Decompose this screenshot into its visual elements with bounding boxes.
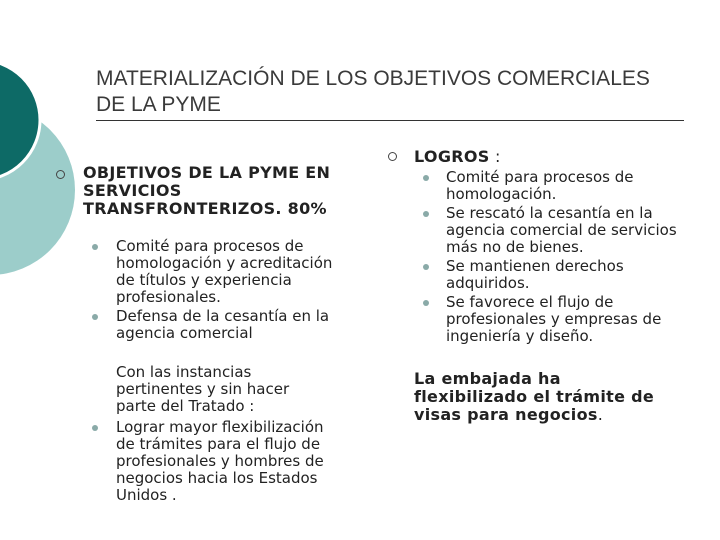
right-note-suffix: . [597,405,604,424]
right-item-3: Se mantienen derechos adquiridos. [446,257,624,292]
left-item-1-bullet-icon [92,244,98,250]
left-heading-bullet-icon [56,170,65,179]
left-item-3: Lograr mayor flexibilización de trámites para el flujo de profesionales y hombres de negocios hacia los Estados Unidos . [116,418,324,504]
right-item-3-bullet-icon [423,264,429,270]
left-item-2: Defensa de la cesantía en la agencia comercial [116,307,330,342]
left-item-2-bullet-icon [92,314,98,320]
left-item-1: Comité para procesos de homologación y acreditación de títulos y experiencia profesionales. [116,237,333,306]
right-item-2-bullet-icon [423,211,429,217]
right-item-4: Se favorece el flujo de profesionales y empresas de ingeniería y diseño. [446,293,662,345]
right-heading-text: LOGROS [414,147,490,166]
right-note-text: La embajada ha flexibilizado el trámite de visas para negocios [414,369,655,424]
right-heading-suffix: : [489,147,501,166]
right-note [414,370,674,424]
left-intro-text: Con las instancias pertinentes y sin hacer parte del Tratado : [116,363,290,415]
left-item-3-bullet-icon [92,425,98,431]
right-item-2: Se rescató la cesantía en la agencia comercial de servicios más no de bienes. [446,204,677,256]
right-heading-bullet-icon [388,152,397,161]
right-heading [414,148,614,166]
right-item-1: Comité para procesos de homologación. [446,168,634,203]
left-heading: OBJETIVOS DE LA PYME EN SERVICIOS TRANSFRONTERIZOS. 80% [83,163,331,218]
decorative-circles [0,0,90,300]
title-underline [96,120,684,121]
right-item-4-bullet-icon [423,300,429,306]
right-item-1-bullet-icon [423,175,429,181]
slide-title: MATERIALIZACIÓN DE LOS OBJETIVOS COMERCIALES DE LA PYME [96,67,650,116]
